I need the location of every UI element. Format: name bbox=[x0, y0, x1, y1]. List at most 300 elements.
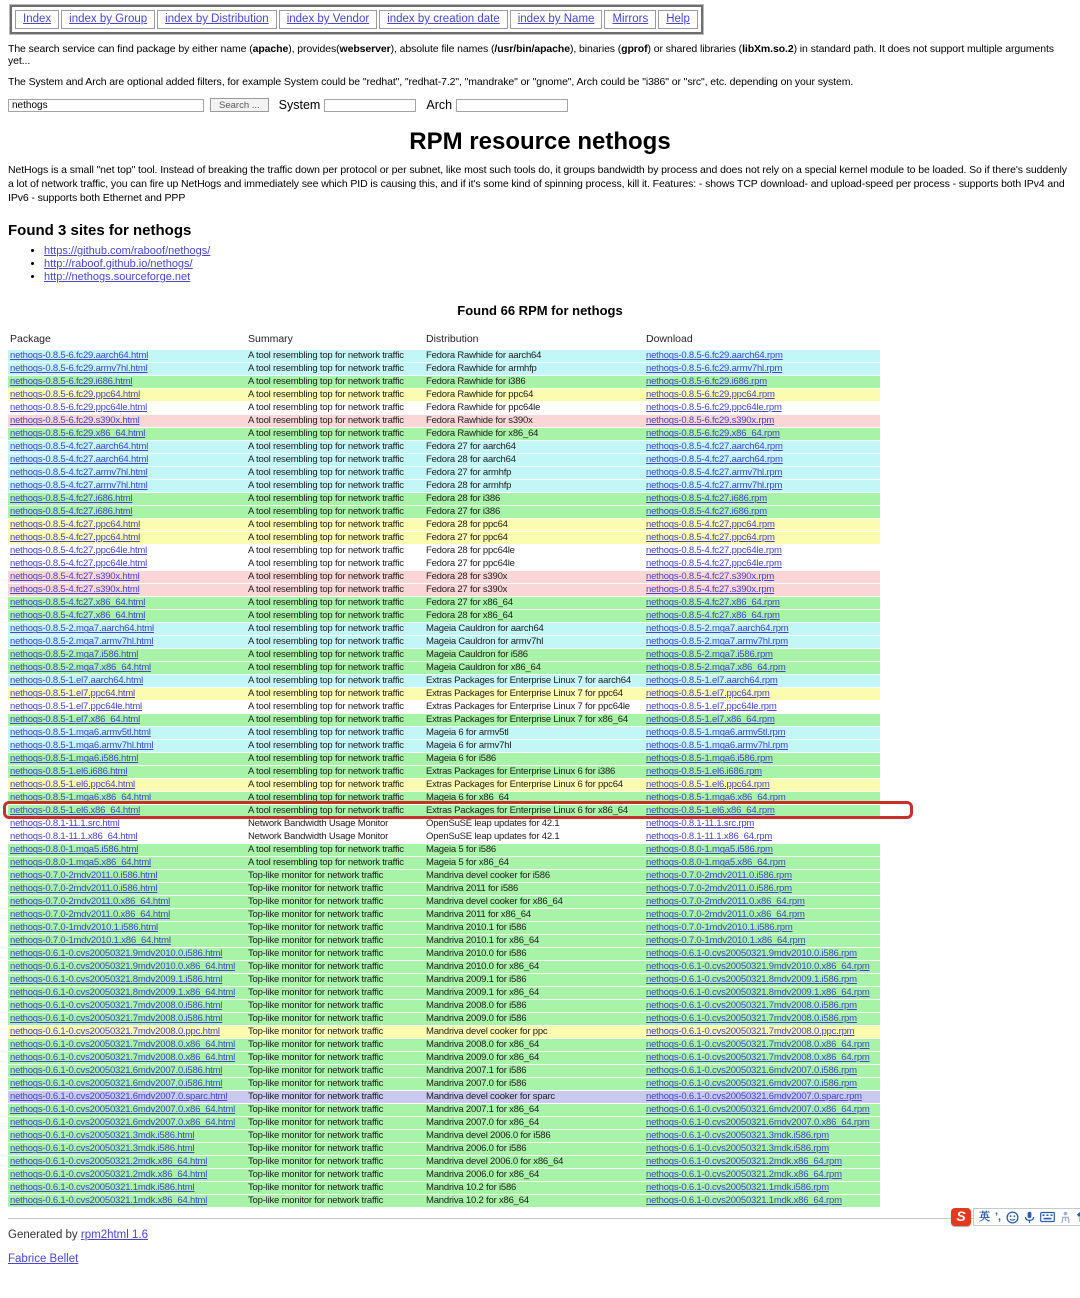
distribution-cell: Mandriva 2008.0 for x86_64 bbox=[426, 1039, 540, 1051]
distribution-cell: Fedora Rawhide for s390x bbox=[426, 415, 533, 427]
distribution-cell: Mandriva 2008.0 for i586 bbox=[426, 1000, 527, 1012]
package-link[interactable]: nethogs-0.8.5-6.fc29.ppc64le.html bbox=[10, 402, 148, 414]
distribution-cell: Extras Packages for Enterprise Linux 6 for i386 bbox=[426, 766, 616, 778]
table-row bbox=[8, 532, 880, 544]
table-row bbox=[8, 415, 880, 427]
package-link[interactable]: nethogs-0.8.5-1.el7.ppc64.html bbox=[10, 688, 135, 700]
package-link[interactable]: nethogs-0.8.5-6.fc29.s390x.html bbox=[10, 415, 140, 427]
table-row bbox=[8, 974, 880, 986]
summary-cell: Top-like monitor for network traffic bbox=[248, 1065, 384, 1077]
nav-help[interactable]: Help bbox=[658, 10, 698, 29]
table-row bbox=[8, 454, 880, 466]
table-row bbox=[8, 1065, 880, 1077]
rpm2html-link[interactable]: rpm2html 1.6 bbox=[80, 1228, 148, 1241]
package-link[interactable]: nethogs-0.7.0-1mdv2010.1.i586.html bbox=[10, 922, 158, 934]
list-item bbox=[44, 271, 1072, 283]
summary-cell: A tool resembling top for network traffic bbox=[248, 649, 404, 661]
distribution-cell: Extras Packages for Enterprise Linux 6 for x86_64 bbox=[426, 805, 628, 817]
distribution-cell: Fedora 28 for ppc64le bbox=[426, 545, 515, 557]
search-form bbox=[8, 98, 1072, 112]
package-link[interactable]: nethogs-0.6.1-0.cvs20050321.7mdv2008.0.i586.html bbox=[10, 1000, 223, 1012]
list-item bbox=[44, 245, 1072, 257]
summary-cell: Top-like monitor for network traffic bbox=[248, 1143, 384, 1155]
package-link[interactable]: nethogs-0.8.5-1.mga6.armv7hl.html bbox=[10, 740, 154, 752]
download-link[interactable]: nethogs-0.8.5-4.fc27.armv7hl.rpm bbox=[646, 467, 783, 479]
download-link[interactable]: nethogs-0.6.1-0.cvs20050321.7mdv2008.0.x86_64.rpm bbox=[646, 1052, 870, 1064]
download-link[interactable]: nethogs-0.6.1-0.cvs20050321.2mdk.x86_64.rpm bbox=[646, 1169, 842, 1181]
download-link[interactable]: nethogs-0.8.5-6.fc29.ppc64.rpm bbox=[646, 389, 775, 401]
package-link[interactable]: nethogs-0.8.5-1.el7.aarch64.html bbox=[10, 675, 144, 687]
distribution-cell: Mandriva devel cooker for ppc bbox=[426, 1026, 548, 1038]
nav-index-by-creation-date[interactable]: index by creation date bbox=[379, 10, 508, 29]
download-link[interactable]: nethogs-0.6.1-0.cvs20050321.3mdk.i586.rpm bbox=[646, 1143, 829, 1155]
download-link[interactable]: nethogs-0.6.1-0.cvs20050321.7mdv2008.0.i586.rpm bbox=[646, 1013, 857, 1025]
download-link[interactable]: nethogs-0.6.1-0.cvs20050321.7mdv2008.0.i586.rpm bbox=[646, 1000, 857, 1012]
download-link[interactable]: nethogs-0.8.5-2.mga7.x86_64.rpm bbox=[646, 662, 786, 674]
site-link[interactable]: http://raboof.github.io/nethogs/ bbox=[44, 257, 193, 270]
download-link[interactable]: nethogs-0.8.5-1.el7.aarch64.rpm bbox=[646, 675, 778, 687]
sogou-logo-icon[interactable]: S bbox=[951, 1208, 971, 1226]
summary-cell: Top-like monitor for network traffic bbox=[248, 1117, 384, 1129]
summary-cell: A tool resembling top for network traffic bbox=[248, 636, 404, 648]
summary-cell: A tool resembling top for network traffic bbox=[248, 597, 404, 609]
site-link[interactable]: https://github.com/raboof/nethogs/ bbox=[44, 244, 211, 257]
table-row bbox=[8, 1182, 880, 1194]
handwriting-person-icon[interactable] bbox=[1060, 1211, 1071, 1224]
package-link[interactable]: nethogs-0.8.5-4.fc27.x86_64.html bbox=[10, 597, 146, 609]
download-link[interactable]: nethogs-0.8.5-6.fc29.x86_64.rpm bbox=[646, 428, 780, 440]
table-row bbox=[8, 428, 880, 440]
package-link[interactable]: nethogs-0.6.1-0.cvs20050321.6mdv2007.0.x86_64.html bbox=[10, 1117, 236, 1129]
summary-cell: Network Bandwidth Usage Monitor bbox=[248, 831, 389, 843]
package-link[interactable]: nethogs-0.6.1-0.cvs20050321.3mdk.i586.html bbox=[10, 1130, 195, 1142]
package-link[interactable]: nethogs-0.8.5-4.fc27.i686.html bbox=[10, 506, 133, 518]
download-link[interactable]: nethogs-0.7.0-2mdv2011.0.i586.rpm bbox=[646, 870, 792, 882]
download-link[interactable]: nethogs-0.8.5-4.fc27.ppc64.rpm bbox=[646, 519, 775, 531]
generated-by-line: Generated by rpm2html 1.6 bbox=[8, 1228, 148, 1241]
package-link[interactable]: nethogs-0.8.5-1.el6.i686.html bbox=[10, 766, 128, 778]
table-row bbox=[8, 467, 880, 479]
summary-cell: Top-like monitor for network traffic bbox=[248, 1078, 384, 1090]
sites-heading: Found 3 sites for nethogs bbox=[8, 221, 192, 239]
download-link[interactable]: nethogs-0.8.5-4.fc27.aarch64.rpm bbox=[646, 454, 783, 466]
download-link[interactable]: nethogs-0.6.1-0.cvs20050321.6mdv2007.0.sparc.rpm bbox=[646, 1091, 862, 1103]
download-link[interactable]: nethogs-0.6.1-0.cvs20050321.9mdv2010.0.x86_64.rpm bbox=[646, 961, 870, 973]
site-link[interactable]: http://nethogs.sourceforge.net bbox=[44, 270, 191, 283]
summary-cell: A tool resembling top for network traffic bbox=[248, 545, 404, 557]
package-link[interactable]: nethogs-0.8.5-4.fc27.ppc64.html bbox=[10, 532, 141, 544]
package-link[interactable]: nethogs-0.8.5-1.mga6.armv5tl.html bbox=[10, 727, 151, 739]
package-link[interactable]: nethogs-0.8.0-1.mga5.x86_64.html bbox=[10, 857, 151, 869]
download-link[interactable]: nethogs-0.8.5-4.fc27.x86_64.rpm bbox=[646, 610, 780, 622]
system-label: System bbox=[278, 98, 321, 112]
arch-input[interactable] bbox=[456, 99, 568, 112]
distribution-cell: Fedora Rawhide for armhfp bbox=[426, 363, 537, 375]
table-row bbox=[8, 558, 880, 570]
download-link[interactable]: nethogs-0.8.1-11.1.x86_64.rpm bbox=[646, 831, 773, 843]
search-button[interactable]: Search ... bbox=[210, 98, 269, 112]
download-link[interactable]: nethogs-0.8.5-4.fc27.armv7hl.rpm bbox=[646, 480, 783, 492]
table-row bbox=[8, 402, 880, 414]
table-row bbox=[8, 857, 880, 869]
summary-cell: A tool resembling top for network traffic bbox=[248, 688, 404, 700]
distribution-cell: Mandriva 10.2 for i586 bbox=[426, 1182, 517, 1194]
table-row bbox=[8, 1130, 880, 1142]
intro-line-2: The System and Arch are optional added filters, for example System could be "redhat", "redhat-7.2", "mandrake" or "gnome", Arch could be "i386" or "src", etc. depending on your system. bbox=[8, 76, 854, 88]
table-row bbox=[8, 831, 880, 843]
package-link[interactable]: nethogs-0.6.1-0.cvs20050321.1mdk.i586.html bbox=[10, 1182, 195, 1194]
download-link[interactable]: nethogs-0.8.5-2.mga7.armv7hl.rpm bbox=[646, 636, 788, 648]
distribution-cell: Fedora 28 for aarch64 bbox=[426, 454, 516, 466]
package-link[interactable]: nethogs-0.6.1-0.cvs20050321.8mdv2009.1.x86_64.html bbox=[10, 987, 236, 999]
distribution-cell: Mandriva devel cooker for i586 bbox=[426, 870, 550, 882]
distribution-cell: Fedora Rawhide for aarch64 bbox=[426, 350, 542, 362]
distribution-cell: Fedora Rawhide for i386 bbox=[426, 376, 526, 388]
distribution-cell: Extras Packages for Enterprise Linux 6 for ppc64 bbox=[426, 779, 623, 791]
package-link[interactable]: nethogs-0.8.5-2.mga7.aarch64.html bbox=[10, 623, 154, 635]
distribution-cell: Mandriva 2009.0 for i586 bbox=[426, 1013, 527, 1025]
distribution-cell: Mandriva 2006.0 for x86_64 bbox=[426, 1169, 540, 1181]
summary-cell: Top-like monitor for network traffic bbox=[248, 870, 384, 882]
package-link[interactable]: nethogs-0.6.1-0.cvs20050321.7mdv2008.0.x86_64.html bbox=[10, 1052, 236, 1064]
package-link[interactable]: nethogs-0.8.5-1.el7.x86_64.html bbox=[10, 714, 141, 726]
table-row bbox=[8, 662, 880, 674]
download-link[interactable]: nethogs-0.8.5-2.mga7.i586.rpm bbox=[646, 649, 773, 661]
table-row bbox=[8, 1104, 880, 1116]
voice-input-icon[interactable] bbox=[1024, 1211, 1035, 1224]
download-link[interactable]: nethogs-0.8.5-1.mga6.i586.rpm bbox=[646, 753, 773, 765]
download-link[interactable]: nethogs-0.8.5-6.fc29.armv7hl.rpm bbox=[646, 363, 783, 375]
distribution-cell: Fedora Rawhide for ppc64 bbox=[426, 389, 534, 401]
download-link[interactable]: nethogs-0.7.0-2mdv2011.0.i586.rpm bbox=[646, 883, 792, 895]
table-row bbox=[8, 584, 880, 596]
package-link[interactable]: nethogs-0.6.1-0.cvs20050321.2mdk.x86_64.html bbox=[10, 1156, 208, 1168]
download-link[interactable]: nethogs-0.8.5-4.fc27.i686.rpm bbox=[646, 506, 767, 518]
download-link[interactable]: nethogs-0.8.0-1.mga5.i586.rpm bbox=[646, 844, 773, 856]
distribution-cell: Mandriva devel cooker for sparc bbox=[426, 1091, 555, 1103]
table-row bbox=[8, 519, 880, 531]
table-row bbox=[8, 350, 880, 362]
author-link[interactable]: Fabrice Bellet bbox=[8, 1252, 79, 1265]
table-row bbox=[8, 1091, 880, 1103]
summary-cell: A tool resembling top for network traffic bbox=[248, 363, 404, 375]
download-link[interactable]: nethogs-0.8.1-11.1.src.rpm bbox=[646, 818, 755, 830]
summary-cell: Top-like monitor for network traffic bbox=[248, 974, 384, 986]
summary-cell: Top-like monitor for network traffic bbox=[248, 1026, 384, 1038]
download-link[interactable]: nethogs-0.8.5-1.mga6.armv5tl.rpm bbox=[646, 727, 786, 739]
download-link[interactable]: nethogs-0.8.5-4.fc27.s390x.rpm bbox=[646, 571, 775, 583]
arch-label: Arch bbox=[426, 98, 453, 112]
download-link[interactable]: nethogs-0.7.0-2mdv2011.0.x86_64.rpm bbox=[646, 909, 805, 921]
package-link[interactable]: nethogs-0.8.5-6.fc29.aarch64.html bbox=[10, 350, 149, 362]
table-row bbox=[8, 376, 880, 388]
package-link[interactable]: nethogs-0.8.5-6.fc29.x86_64.html bbox=[10, 428, 146, 440]
download-link[interactable]: nethogs-0.6.1-0.cvs20050321.7mdv2008.0.x86_64.rpm bbox=[646, 1039, 870, 1051]
package-link[interactable]: nethogs-0.8.5-1.el6.ppc64.html bbox=[10, 779, 135, 791]
distribution-cell: Mandriva 2007.0 for x86_64 bbox=[426, 1117, 540, 1129]
package-description: NetHogs is a small "net top" tool. Instead of breaking the traffic down per protocol or per subnet, like most such tools do, it groups bandwidth by process and does not rely on a special kernel module to be loaded. So if there's suddenly a lot of network traffic, you can fire up NetHogs and immediately see which PID is causing this, and if it's some kind of spinning process, kill it. Features: - shows TCP download- and upload-speed per process - supports both IPv4 and IPv6 - supports both Ethernet and PPP bbox=[8, 164, 1067, 204]
package-link[interactable]: nethogs-0.7.0-2mdv2011.0.x86_64.html bbox=[10, 896, 171, 908]
distribution-cell: Mandriva 2011 for x86_64 bbox=[426, 909, 531, 921]
soft-keyboard-icon[interactable] bbox=[1040, 1211, 1055, 1223]
package-link[interactable]: nethogs-0.8.5-2.mga7.i586.html bbox=[10, 649, 139, 661]
table-row bbox=[8, 480, 880, 492]
download-link[interactable]: nethogs-0.6.1-0.cvs20050321.2mdk.x86_64.rpm bbox=[646, 1156, 842, 1168]
download-link[interactable]: nethogs-0.6.1-0.cvs20050321.6mdv2007.0.i586.rpm bbox=[646, 1065, 857, 1077]
download-link[interactable]: nethogs-0.6.1-0.cvs20050321.6mdv2007.0.x86_64.rpm bbox=[646, 1104, 870, 1116]
punctuation-toggle[interactable]: ’, bbox=[995, 1211, 1002, 1223]
col-header-distribution: Distribution bbox=[426, 332, 479, 345]
distribution-cell: Fedora 28 for ppc64 bbox=[426, 519, 508, 531]
package-link[interactable]: nethogs-0.8.5-4.fc27.aarch64.html bbox=[10, 454, 149, 466]
download-link[interactable]: nethogs-0.7.0-1mdv2010.1.x86_64.rpm bbox=[646, 935, 806, 947]
package-link[interactable]: nethogs-0.6.1-0.cvs20050321.1mdk.x86_64.html bbox=[10, 1195, 208, 1207]
table-row bbox=[8, 779, 880, 791]
page-title: RPM resource nethogs bbox=[409, 128, 671, 155]
distribution-cell: Mageia Cauldron for i586 bbox=[426, 649, 528, 661]
summary-cell: Network Bandwidth Usage Monitor bbox=[248, 818, 389, 830]
download-link[interactable]: nethogs-0.6.1-0.cvs20050321.6mdv2007.0.x86_64.rpm bbox=[646, 1117, 870, 1129]
package-link[interactable]: nethogs-0.8.5-4.fc27.ppc64le.html bbox=[10, 558, 148, 570]
skin-shirt-icon[interactable] bbox=[1076, 1211, 1080, 1223]
summary-cell: Top-like monitor for network traffic bbox=[248, 1013, 384, 1025]
col-header-download: Download bbox=[646, 332, 693, 345]
package-link[interactable]: nethogs-0.8.5-4.fc27.armv7hl.html bbox=[10, 467, 148, 479]
summary-cell: A tool resembling top for network traffic bbox=[248, 506, 404, 518]
table-row bbox=[8, 506, 880, 518]
summary-cell: A tool resembling top for network traffic bbox=[248, 701, 404, 713]
table-row bbox=[8, 610, 880, 622]
summary-cell: A tool resembling top for network traffic bbox=[248, 389, 404, 401]
table-header-row bbox=[8, 331, 880, 349]
distribution-cell: Mageia 6 for i586 bbox=[426, 753, 497, 765]
package-link[interactable]: nethogs-0.8.5-1.el6.x86_64.html bbox=[10, 805, 141, 817]
download-link[interactable]: nethogs-0.6.1-0.cvs20050321.1mdk.i586.rpm bbox=[646, 1182, 829, 1194]
download-link[interactable]: nethogs-0.8.5-4.fc27.x86_64.rpm bbox=[646, 597, 780, 609]
table-row bbox=[8, 701, 880, 713]
package-link[interactable]: nethogs-0.6.1-0.cvs20050321.6mdv2007.0.i586.html bbox=[10, 1078, 223, 1090]
package-link[interactable]: nethogs-0.6.1-0.cvs20050321.3mdk.i586.html bbox=[10, 1143, 195, 1155]
footer-divider bbox=[8, 1218, 1072, 1219]
summary-cell: Top-like monitor for network traffic bbox=[248, 1000, 384, 1012]
distribution-cell: Mageia 5 for x86_64 bbox=[426, 857, 509, 869]
download-link[interactable]: nethogs-0.8.5-6.fc29.i686.rpm bbox=[646, 376, 767, 388]
distribution-cell: Extras Packages for Enterprise Linux 7 for ppc64 bbox=[426, 688, 623, 700]
distribution-cell: Fedora Rawhide for ppc64le bbox=[426, 402, 541, 414]
package-link[interactable]: nethogs-0.8.5-4.fc27.s390x.html bbox=[10, 571, 140, 583]
table-row bbox=[8, 675, 880, 687]
table-row bbox=[8, 649, 880, 661]
download-link[interactable]: nethogs-0.8.5-4.fc27.aarch64.rpm bbox=[646, 441, 783, 453]
table-row bbox=[8, 961, 880, 973]
distribution-cell: Fedora 27 for armhfp bbox=[426, 467, 512, 479]
summary-cell: A tool resembling top for network traffic bbox=[248, 740, 404, 752]
summary-cell: A tool resembling top for network traffic bbox=[248, 571, 404, 583]
emoji-icon[interactable] bbox=[1006, 1211, 1019, 1224]
list-item bbox=[44, 258, 1072, 270]
table-row bbox=[8, 909, 880, 921]
download-link[interactable]: nethogs-0.8.5-6.fc29.ppc64le.rpm bbox=[646, 402, 782, 414]
package-link[interactable]: nethogs-0.8.5-6.fc29.armv7hl.html bbox=[10, 363, 148, 375]
download-link[interactable]: nethogs-0.8.5-1.el7.ppc64.rpm bbox=[646, 688, 770, 700]
author-line bbox=[8, 1253, 1072, 1265]
package-link[interactable]: nethogs-0.6.1-0.cvs20050321.6mdv2007.0.x86_64.html bbox=[10, 1104, 236, 1116]
distribution-cell: Mandriva 2007.1 for x86_64 bbox=[426, 1104, 540, 1116]
download-link[interactable]: nethogs-0.8.5-4.fc27.ppc64.rpm bbox=[646, 532, 775, 544]
download-link[interactable]: nethogs-0.8.5-1.el6.ppc64.rpm bbox=[646, 779, 770, 791]
col-header-package: Package bbox=[10, 332, 51, 345]
download-link[interactable]: nethogs-0.8.5-2.mga7.aarch64.rpm bbox=[646, 623, 789, 635]
download-link[interactable]: nethogs-0.6.1-0.cvs20050321.6mdv2007.0.i586.rpm bbox=[646, 1078, 857, 1090]
table-row bbox=[8, 896, 880, 908]
package-link[interactable]: nethogs-0.6.1-0.cvs20050321.8mdv2009.1.i586.html bbox=[10, 974, 223, 986]
package-link[interactable]: nethogs-0.8.1-11.1.src.html bbox=[10, 818, 120, 830]
download-link[interactable]: nethogs-0.8.5-4.fc27.i686.rpm bbox=[646, 493, 767, 505]
download-link[interactable]: nethogs-0.8.5-1.el7.x86_64.rpm bbox=[646, 714, 775, 726]
summary-cell: Top-like monitor for network traffic bbox=[248, 1039, 384, 1051]
summary-cell: A tool resembling top for network traffic bbox=[248, 610, 404, 622]
download-link[interactable]: nethogs-0.7.0-2mdv2011.0.x86_64.rpm bbox=[646, 896, 805, 908]
rpm-table-body bbox=[8, 350, 880, 1207]
nav-index-by-distribution[interactable]: index by Distribution bbox=[157, 10, 277, 29]
sites-list bbox=[30, 245, 1072, 283]
package-link[interactable]: nethogs-0.8.5-4.fc27.ppc64le.html bbox=[10, 545, 148, 557]
distribution-cell: Fedora 27 for ppc64le bbox=[426, 558, 515, 570]
rpm-table bbox=[8, 330, 880, 1208]
package-link[interactable]: nethogs-0.6.1-0.cvs20050321.6mdv2007.0.sparc.html bbox=[10, 1091, 228, 1103]
summary-cell: Top-like monitor for network traffic bbox=[248, 1052, 384, 1064]
summary-cell: Top-like monitor for network traffic bbox=[248, 1091, 384, 1103]
download-link[interactable]: nethogs-0.8.5-1.el6.x86_64.rpm bbox=[646, 805, 775, 817]
table-row bbox=[8, 1039, 880, 1051]
table-row bbox=[8, 1169, 880, 1181]
language-mode-toggle[interactable]: 英 bbox=[979, 1211, 990, 1223]
summary-cell: Top-like monitor for network traffic bbox=[248, 1169, 384, 1181]
distribution-cell: Mageia 6 for x86_64 bbox=[426, 792, 509, 804]
download-link[interactable]: nethogs-0.6.1-0.cvs20050321.3mdk.i586.rpm bbox=[646, 1130, 829, 1142]
table-row bbox=[8, 493, 880, 505]
package-link[interactable]: nethogs-0.8.5-4.fc27.aarch64.html bbox=[10, 441, 149, 453]
download-link[interactable]: nethogs-0.6.1-0.cvs20050321.1mdk.x86_64.rpm bbox=[646, 1195, 842, 1207]
package-link[interactable]: nethogs-0.6.1-0.cvs20050321.2mdk.x86_64.html bbox=[10, 1169, 208, 1181]
download-link[interactable]: nethogs-0.6.1-0.cvs20050321.8mdv2009.1.x86_64.rpm bbox=[646, 987, 870, 999]
package-link[interactable]: nethogs-0.7.0-2mdv2011.0.x86_64.html bbox=[10, 909, 171, 921]
distribution-cell: OpenSuSE leap updates for 42.1 bbox=[426, 831, 560, 843]
package-link[interactable]: nethogs-0.6.1-0.cvs20050321.9mdv2010.0.x86_64.html bbox=[10, 961, 236, 973]
table-row bbox=[8, 714, 880, 726]
download-link[interactable]: nethogs-0.8.5-4.fc27.ppc64le.rpm bbox=[646, 558, 782, 570]
download-link[interactable]: nethogs-0.8.5-1.mga6.x86_64.rpm bbox=[646, 792, 786, 804]
download-link[interactable]: nethogs-0.8.0-1.mga5.x86_64.rpm bbox=[646, 857, 786, 869]
table-row bbox=[8, 818, 880, 830]
package-link[interactable]: nethogs-0.7.0-2mdv2011.0.i586.html bbox=[10, 883, 158, 895]
package-link[interactable]: nethogs-0.8.5-1.mga6.i586.html bbox=[10, 753, 139, 765]
download-link[interactable]: nethogs-0.8.5-1.el7.ppc64le.rpm bbox=[646, 701, 777, 713]
table-row bbox=[8, 1000, 880, 1012]
download-link[interactable]: nethogs-0.6.1-0.cvs20050321.7mdv2008.0.ppc.rpm bbox=[646, 1026, 855, 1038]
summary-cell: A tool resembling top for network traffic bbox=[248, 376, 404, 388]
package-link[interactable]: nethogs-0.8.5-4.fc27.ppc64.html bbox=[10, 519, 141, 531]
download-link[interactable]: nethogs-0.8.5-4.fc27.s390x.rpm bbox=[646, 584, 775, 596]
distribution-cell: Mageia Cauldron for aarch64 bbox=[426, 623, 544, 635]
distribution-cell: OpenSuSE leap updates for 42.1 bbox=[426, 818, 560, 830]
summary-cell: A tool resembling top for network traffic bbox=[248, 753, 404, 765]
package-link[interactable]: nethogs-0.6.1-0.cvs20050321.7mdv2008.0.i586.html bbox=[10, 1013, 223, 1025]
table-row bbox=[8, 805, 880, 817]
nav-mirrors[interactable]: Mirrors bbox=[604, 10, 656, 29]
nav-index-by-vendor[interactable]: index by Vendor bbox=[279, 10, 377, 29]
search-input[interactable] bbox=[8, 99, 204, 112]
summary-cell: Top-like monitor for network traffic bbox=[248, 1182, 384, 1194]
nav-index-by-name[interactable]: index by Name bbox=[510, 10, 603, 29]
package-link[interactable]: nethogs-0.7.0-2mdv2011.0.i586.html bbox=[10, 870, 158, 882]
download-link[interactable]: nethogs-0.7.0-1mdv2010.1.i586.rpm bbox=[646, 922, 793, 934]
package-link[interactable]: nethogs-0.8.1-11.1.x86_64.html bbox=[10, 831, 138, 843]
table-row bbox=[8, 870, 880, 882]
system-input[interactable] bbox=[324, 99, 416, 112]
summary-cell: A tool resembling top for network traffic bbox=[248, 415, 404, 427]
summary-cell: Top-like monitor for network traffic bbox=[248, 909, 384, 921]
package-link[interactable]: nethogs-0.8.5-2.mga7.armv7hl.html bbox=[10, 636, 154, 648]
package-link[interactable]: nethogs-0.8.5-4.fc27.i686.html bbox=[10, 493, 133, 505]
distribution-cell: Fedora 27 for x86_64 bbox=[426, 597, 513, 609]
distribution-cell: Extras Packages for Enterprise Linux 7 for x86_64 bbox=[426, 714, 628, 726]
table-row bbox=[8, 389, 880, 401]
package-link[interactable]: nethogs-0.7.0-1mdv2010.1.x86_64.html bbox=[10, 935, 171, 947]
table-row bbox=[8, 935, 880, 947]
table-row bbox=[8, 766, 880, 778]
package-link[interactable]: nethogs-0.6.1-0.cvs20050321.7mdv2008.0.ppc.html bbox=[10, 1026, 220, 1038]
download-link[interactable]: nethogs-0.8.5-4.fc27.ppc64le.rpm bbox=[646, 545, 782, 557]
package-link[interactable]: nethogs-0.6.1-0.cvs20050321.6mdv2007.0.i586.html bbox=[10, 1065, 223, 1077]
package-link[interactable]: nethogs-0.8.5-2.mga7.x86_64.html bbox=[10, 662, 151, 674]
package-link[interactable]: nethogs-0.8.0-1.mga5.i586.html bbox=[10, 844, 139, 856]
summary-cell: A tool resembling top for network traffic bbox=[248, 467, 404, 479]
package-link[interactable]: nethogs-0.6.1-0.cvs20050321.9mdv2010.0.i586.html bbox=[10, 948, 223, 960]
download-link[interactable]: nethogs-0.6.1-0.cvs20050321.9mdv2010.0.i586.rpm bbox=[646, 948, 857, 960]
summary-cell: Top-like monitor for network traffic bbox=[248, 961, 384, 973]
summary-cell: A tool resembling top for network traffic bbox=[248, 727, 404, 739]
distribution-cell: Fedora 28 for i386 bbox=[426, 493, 501, 505]
download-link[interactable]: nethogs-0.8.5-6.fc29.aarch64.rpm bbox=[646, 350, 783, 362]
package-link[interactable]: nethogs-0.8.5-4.fc27.s390x.html bbox=[10, 584, 140, 596]
summary-cell: A tool resembling top for network traffic bbox=[248, 623, 404, 635]
summary-cell: A tool resembling top for network traffic bbox=[248, 766, 404, 778]
download-link[interactable]: nethogs-0.8.5-1.mga6.armv7hl.rpm bbox=[646, 740, 788, 752]
package-link[interactable]: nethogs-0.8.5-4.fc27.armv7hl.html bbox=[10, 480, 148, 492]
summary-cell: A tool resembling top for network traffic bbox=[248, 844, 404, 856]
summary-cell: A tool resembling top for network traffic bbox=[248, 480, 404, 492]
package-link[interactable]: nethogs-0.8.5-1.el7.ppc64le.html bbox=[10, 701, 142, 713]
package-link[interactable]: nethogs-0.6.1-0.cvs20050321.7mdv2008.0.x86_64.html bbox=[10, 1039, 236, 1051]
download-link[interactable]: nethogs-0.6.1-0.cvs20050321.8mdv2009.1.i586.rpm bbox=[646, 974, 857, 986]
summary-cell: A tool resembling top for network traffic bbox=[248, 350, 404, 362]
package-link[interactable]: nethogs-0.8.5-4.fc27.x86_64.html bbox=[10, 610, 146, 622]
nav-index-by-group[interactable]: index by Group bbox=[61, 10, 155, 29]
package-link[interactable]: nethogs-0.8.5-6.fc29.ppc64.html bbox=[10, 389, 141, 401]
table-row bbox=[8, 545, 880, 557]
distribution-cell: Mandriva 2011 for i586 bbox=[426, 883, 519, 895]
package-link[interactable]: nethogs-0.8.5-1.mga6.x86_64.html bbox=[10, 792, 151, 804]
download-link[interactable]: nethogs-0.8.5-6.fc29.s390x.rpm bbox=[646, 415, 775, 427]
table-row bbox=[8, 363, 880, 375]
summary-cell: A tool resembling top for network traffic bbox=[248, 792, 404, 804]
nav-index[interactable]: Index bbox=[15, 10, 59, 29]
distribution-cell: Fedora 28 for x86_64 bbox=[426, 610, 513, 622]
download-link[interactable]: nethogs-0.8.5-1.el6.i686.rpm bbox=[646, 766, 762, 778]
package-link[interactable]: nethogs-0.8.5-6.fc29.i686.html bbox=[10, 376, 133, 388]
summary-cell: A tool resembling top for network traffic bbox=[248, 662, 404, 674]
